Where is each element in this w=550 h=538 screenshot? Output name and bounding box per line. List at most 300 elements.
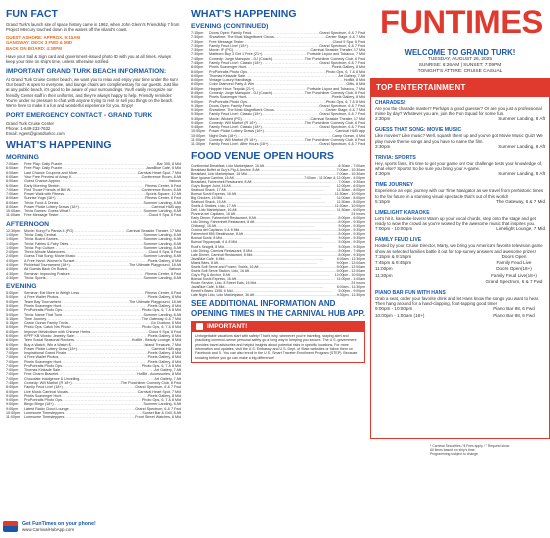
entry-description: Grab a seat, order your favorite drink and let Hans know the songs you want to hear. Then hang around for a hand-clapping, foot-tapping good time! [375,296,540,307]
event-time: 7:45pm [6,381,19,386]
event-time: 4:30pm [6,275,19,280]
entry-location: Summer Landing, 8 Aft [498,171,545,177]
event-name: Doors Open: Family Feud [209,31,252,35]
event-time: 6:00pm [6,338,19,343]
event-time: 5:00pm [6,299,19,304]
event-name: Buy a Watch, Win a Watch $ [24,342,71,347]
event-name: Happier Hour: Tequila (21+) [209,86,255,91]
event-location: The Ultimate Playground, 18 Aft [128,263,181,268]
footnote-line: All times based on ship's time. [430,448,476,453]
morning-schedule [6,162,181,218]
beach-info-text: At Grand Turk Cruise Center beach, we want you to relax and enjoy your time under the sun! Our beach is open to everyone, and lounge chairs are complimentary for our guests. Just like at any public beach, it's good to be aware of your surroundings. You'll easily recognize our friendly Center staff in their uniforms, and they're always happy to help. Friendly reminder: You're under no pressure to chat with anyone trying to rent or sell you things on the beach. We're here to make it a fun and wonderful experience for you. Enjoy! [6,77,179,108]
footer-app-promo: Get FunTimes on your phone! [22,521,96,527]
morning-title: MORNING [6,154,39,162]
event-time: 7:00pm [6,359,19,364]
event-name: Live Music Carnival Vocals [24,389,68,394]
event-name: Free Message Tester [209,39,244,44]
event-name: Marlboro Buy 3 Get 1 Free (21+) [209,52,263,57]
event-location: Carnival Seaside Theater, 17 Mid [310,116,365,121]
entry-time-row [375,279,545,285]
event-name: Pixels Scavenger Hunt [24,303,62,308]
event-location: Summer Landing, 8 Aft [143,245,181,250]
event-time: 8:00am [6,196,19,201]
venue-name: Emeril's Bistro 1396, 6 Mid [191,289,233,294]
venue-hours: 6:00am - 11:30pm [336,256,365,261]
event-time: 2:00pm [6,254,19,259]
event-location: HotBit - Accessories, 8 Mid [136,372,181,377]
event-time: 1:00pm [6,237,19,242]
event-time: 9:00pm [191,95,204,100]
back-on-board: BACK ON BOARD: 4:30PM [6,45,62,51]
event-name: Seminar: Eat More to Weigh Less [24,291,80,296]
venue-name: Seafood Shack, 17 Aft [191,187,226,192]
entry-description: Are you the charade master? Perhaps a good guesser? Or are you just a professional mime by day? Whatever you are, join the Fun Squad for some fun. [375,106,542,117]
venue-name: Chibang!, 16 Aft [191,224,216,229]
event-time: 9:00pm [6,402,19,407]
event-name: Family Feud Live!: Classic (18+) [209,125,262,130]
venue-hours: 24 hours [351,212,365,217]
event-location: Fitness Center, 6 Fwd [145,291,181,296]
footer [3,521,96,532]
venue-name: JavaBlue Café, 6 Mid [191,285,225,289]
event-name: Pixels Scavenger Hunt [209,95,247,100]
event-time: 7:00pm [6,355,19,360]
entry-time [375,279,483,285]
event-name: Color Diamond Party & Win [209,82,255,87]
event-location: Bar 305, 8 Mid [157,162,181,167]
event-time: 1:00pm [6,241,19,246]
fun-fact-text: Grand Turk's launch site of space history came in 1962, when John Glenn's Friendship 7 from Project Mercury touched down in the waters off the island's coast. [6,22,180,33]
event-name: Improve Metabolism with Chinese Herbs [24,329,91,334]
event-location: Fitness Center, 6 Fwd [145,183,181,188]
top-entertainment-list [370,97,550,439]
event-name: Free Play: Daily Puzzle [24,166,63,171]
event-time: 4:00pm [6,267,19,272]
venue-name: Lido Dining, Carnival Restaurant, 8 Mid [191,248,252,253]
entry-location: Piano Bar 88, 6 Fwd [493,306,535,312]
event-time: 8:00pm [191,86,204,91]
entry-time: 3:30pm [375,143,391,149]
event-name: Pixels Scavenger Hunt [209,65,247,70]
event-name: Comedy: Will Marfori (R 18+) [209,120,257,125]
venue-hours: 9:00pm - 12:00am [336,268,365,273]
event-location: Cloud 9 Spa, 6 Fwd [148,250,181,255]
entry-location: Summer Landing, 8 Aft [498,143,545,149]
event-location: Grand Spectrum, 6 & 7 Fwd [135,385,181,390]
event-location: Center Stage, 6 & 7 Mid [325,35,365,40]
event-time: 2:00pm [6,250,19,255]
event-time: 8:45pm [191,90,204,95]
event-name: Chocolate Indulgence & Unveiling [24,376,80,381]
event-name: Comedy: Jorge Marsquin - DJ (Coach) [209,56,273,61]
event-time: 9:30pm [191,116,204,121]
event-location: Pixels Gallery, 8 Mid [147,355,181,360]
middle-column [187,0,368,538]
event-location: Conference Room, 8 Aft [141,187,181,192]
event-location: Pixels Gallery, 8 Mid [147,333,181,338]
entry-location: Family Feud Live(18+) [491,272,537,278]
venue-name: Bonsai Sushi Express, 16 Aft [191,276,236,281]
event-time: 6:30pm [6,346,19,351]
entry-time: 7:00pm - 10:00pm [375,226,413,232]
schedule-row [191,142,365,146]
left-column [0,0,185,538]
event-name: Lonesome Timesteppers [24,411,65,416]
event-location: The Gateway, 6 & 7 Mid [141,316,181,321]
event-name: Lonesome Timesteppers [24,415,65,420]
entry-location: Doors Open [501,253,527,259]
event-name: Seminar: Improving Posture [24,271,70,276]
event-location: Photo Ops, 6, 7 & 8 Mid [325,69,365,74]
venue-name: Bonsai Sushi, 8 Mid [191,236,222,241]
event-name: Three-Minute Makeovers [24,250,65,255]
event-name: ProPortraits Photo Ops [209,99,247,104]
event-location: Photo Ops, 6, 7 & 8 Mid [141,398,181,403]
event-time: 8:00pm [191,65,204,70]
important-box [191,332,365,363]
happening-title: WHAT'S HAPPENING [6,139,112,152]
event-name: Pixels Scavenger Hunt [24,393,62,398]
event-location: The Punchliner Comedy Club, 6 Fwd [120,381,181,386]
venue-hours: 5:00pm - 9:30pm [338,236,365,241]
event-name: Family Feud Live! (18+) [209,43,248,48]
event-time: 10:00am [6,209,21,214]
venue-hours: 9:30pm - 11:30pm [336,293,365,298]
venue-hours: 8:00pm - 9:30pm [338,252,365,257]
event-name: Comedy: Jorge Marsquin - DJ (Coach) [209,90,273,95]
event-time: 8:00pm [191,73,204,78]
event-name: Latest Radio Cloud Lounge [24,406,69,411]
leader-dots [59,213,149,217]
carnival-logo-icon [3,521,18,532]
event-time: 6:00pm [6,342,19,347]
event-location: The Punchliner Comedy Club, 6 Fwd [304,56,365,61]
event-time: 7:00pm [6,363,19,368]
event-name: Family Feud Live!: Classic (18+) [209,60,262,65]
entry-title: FAMILY FEUD LIVE [375,237,422,244]
event-location: Gifts, 8 Mid [346,82,365,87]
venue-name: Guy's Burger Joint, 16 Aft [191,183,231,188]
event-name: Inspirational Grand Finale [24,351,67,356]
event-name: A Free Hand: Women's Sunset [24,258,75,263]
entry-time: 10:00pm - 1:00am (18+) [375,312,425,318]
entry-time-row [375,199,545,205]
event-name: 4 Free Wallet Photos [24,355,59,360]
venue-name: Late Dinner, Carnival Restaurant, 8 Mid [191,252,253,257]
event-time: 11:00pm [191,138,206,143]
venue-hours: 7:00am - 11:30am & 12:00pm - 4:00pm [304,175,365,180]
event-location: Go Outdoor, 6 Mid [150,321,181,326]
event-time: 9:00pm [6,398,19,403]
event-location: Summer Landing, 8 Aft [143,241,181,246]
event-time: 7:15pm [191,31,204,35]
venue-hours: 11:30am - 10:00pm [334,191,365,196]
event-name: Power Pickle Lottery Draws (18+) [209,129,264,134]
event-name: Trivia: Sports [24,275,46,280]
entry-time: 7:15pm & 9:15pm [375,253,412,259]
venue-name: Room Service, Lido, 8 Street Eats, 16 Mid [191,280,257,285]
venue-hours: 5:00pm - 9:30pm [338,244,365,249]
event-time: 6:00am [6,174,19,179]
venue-name: Seafood Shack, 15 Aft [191,200,226,205]
event-location: Cloud 9 Spa, 6 Fwd [148,329,181,334]
schedule-row [6,213,181,217]
event-location: The Punchliner Comedy Club, 6 Fwd [304,120,365,125]
entertainment-entry [375,210,545,232]
event-location: JavaBlue Café, 6 Mid [145,166,181,171]
entertainment-entry [375,182,545,204]
event-time: 6:00pm [6,325,19,330]
venue-hours: 11:00am - 8:00pm [336,195,365,200]
event-time: 7:00am [6,192,19,197]
venue-hours: 5:00pm - 6:00pm [338,216,365,221]
food-venue-hours [191,164,365,298]
event-name: Trivia: Food & Drinks [24,200,59,205]
entry-description: Let's hit it, karaoke-lovers! Warm up your vocal chords, step onto the stage and get ready to wow the crowd as you're wowed by the awesome music that inspires you. [375,215,537,227]
important-title: IMPORTANT! [207,323,248,331]
event-location: Grand Spectrum, 6 & 7 Fwd [319,43,365,48]
venue-name: Bonsai Teppanyaki, 6 & 8 Mid [191,240,238,245]
event-location: Pixels Gallery, 8 Mid [147,351,181,356]
entry-time-row [375,144,545,150]
event-name: ProPortraits Photo Ops [24,363,62,368]
event-name: Vintage Luxury Handbags [209,78,252,83]
leader-dots [268,142,319,146]
evening-title: EVENING [6,283,37,291]
port-emergency-phone: Phone: 1-649-232-7632 [6,125,51,131]
event-time: 9:30pm [191,108,204,113]
event-time: 8:00pm [191,78,204,83]
event-location: Grand Spectrum, 6 & 7 Fwd [319,103,365,108]
event-location: Summer Landing, 8 Aft [143,275,181,280]
entry-title: TRIVIA: SPORTS [375,154,416,161]
event-time: 7:00pm [6,372,19,377]
event-location: Grand Spectrum, 6 & 7 Fwd [135,406,181,411]
venue-hours: 5:00pm - 9:30pm [338,228,365,233]
important-header [191,321,365,332]
event-name: Movie: IF (PG) [209,48,233,53]
event-time: 10:00pm [6,411,21,416]
event-time: 1:00pm [6,245,19,250]
entry-title: CHARADES! [375,100,406,106]
event-location: Summer Landing, 8 Aft [143,209,181,214]
event-name: Comedy: Will Marfori (R 18+) [209,138,257,143]
entry-time-row [375,116,545,122]
event-location: Portside Liquor and Tobacco, 7 Mid [307,52,365,57]
event-time: 5:00pm [6,295,19,300]
event-location: Photo Ops, 6, 7 & 8 Mid [325,99,365,104]
event-time: 7:00pm [6,376,19,381]
venue-hours: 5:00pm - 7:45pm [338,248,365,253]
event-time: 5:15pm [6,316,19,321]
schedule-row [6,276,181,280]
event-name: Teen Social Seasonal Rockers [24,338,75,343]
venue-name: Breakfast, Lido Marketplace, 16 Mid [191,171,247,176]
venue-name: Early Dinner, Fahrenheit Restaurant, 8 Aft [191,216,256,221]
venue-name: Rudi's Seagrill, 8 Mid [191,244,224,249]
event-name: Trivia Games: Guess What? [24,209,71,214]
event-name: Free Message Tester [24,213,59,218]
event-location: Cloud 9 Spa, 6 Fwd [332,39,365,44]
event-location: Pixels Gallery, 8 Mid [147,393,181,398]
event-name: All Guests Back On Board [24,267,67,272]
food-venue-row [191,293,365,297]
event-time: 9:45pm [191,125,204,130]
entry-time: 4:30pm [375,171,391,177]
entry-location: Grand Spectrum, 6 & 7 Fwd [485,278,543,284]
event-name: Doors Open: Family Feud [209,103,252,108]
schedule-row [6,415,181,419]
event-name: ProPortraits Photo Ops [209,69,247,74]
entry-title: TIME JOURNEY [375,182,414,189]
event-time: 7:00pm [6,368,19,373]
venue-hours: 5:00pm - 9:30pm [338,220,365,225]
venue-hours: 7:00am - 10:30am [336,171,365,176]
entertainment-entry [375,237,545,285]
event-name: Power Pickle Lottery Draw (18+) [24,346,77,351]
footnote-line: * Carnival Securities / $ Fees apply / ° Request show [430,444,510,448]
event-name: Thomas Kinkade Sale [209,73,246,78]
footnote [370,439,550,457]
event-name: Family Feud Live! (18+) [24,385,63,390]
entry-title: GUESS THAT SONG: MOVIE MUSIC [375,127,462,134]
event-time: 10:00pm [191,129,206,134]
event-time: 11:00pm [6,415,21,420]
event-location: Pixels Gallery, 8 Mid [331,95,365,100]
event-location: Portside Liquor and Tobacco, 7 Mid [307,86,365,91]
beach-info-title: IMPORTANT GRAND TURK BEACH INFORMATION: [6,68,167,76]
entertainment-entry [375,290,545,319]
venue-hours: 6:00am - 11:30pm [336,285,365,289]
event-time: 4:30pm [6,271,19,276]
event-time: 6:00am [6,170,19,175]
evening-schedule [6,291,181,420]
event-location: Summer Landing, 8 Aft [143,233,181,238]
event-name: 4 Free Wallet Photos [24,295,59,300]
event-location: HotBit, 8 Mid [343,78,365,83]
fun-fact-title: FUN FACT [6,8,58,20]
happening-title-2: WHAT'S HAPPENING [191,8,297,20]
venue-hours: 11:30am - 8:00pm [336,187,365,192]
entertainment-entry [375,155,545,177]
venue-name: Blue Iguana Cantina, 16 Aft [191,175,234,180]
event-time: 9:15pm [191,103,204,108]
event-location: The Punchliner Comedy Club, 6 Fwd [304,90,365,95]
venue-name: Big Chicken, 16 Mid [191,195,223,200]
event-time: 7:00am [6,187,19,192]
event-time: 10:00pm [191,133,206,138]
entry-time: 2:30pm [375,116,391,122]
event-name: Guess That Song: Movie Music [24,254,76,259]
event-time: 9:00pm [191,99,204,104]
event-location: The Punchliner Comedy Club, 6 Fwd [304,138,365,143]
footnote-line: Programming subject to change. [430,452,479,457]
event-time: 7:30pm [191,43,204,48]
footer-app-url[interactable]: www.CarnivalHubApp.com [22,527,74,532]
venue-hours: 7:00am - 10:30am [336,167,365,172]
event-name: Pixels Scavenger Hunt [24,359,62,364]
event-location: Art Gallery, 7 Aft [154,368,181,373]
event-location: Pixels Gallery, 8 Mid [147,359,181,364]
venue-name: Swirls Soft Serve Station, Lido, 16 Aft [191,268,249,273]
entry-location: Piano Bar 88, 6 Fwd [493,312,535,318]
event-name: Night Owls (18+) [209,133,237,138]
event-name: KPFF KB Words: Jewelry Sale [24,333,74,338]
event-time: 11:00am [6,213,21,218]
event-location: Art Gallery, 7 Aft [338,73,365,78]
event-name: Movie: Kung Fu Panda 4 (PG) [24,228,74,233]
event-time: 9:30pm [191,112,204,117]
entry-time-row [375,313,545,319]
event-time: 7:30pm [191,39,204,44]
event-location: Fitness Center, 6 Fwd [145,271,181,276]
event-time: 9:00pm [6,406,19,411]
entry-description: Like movies? Like music? Well, squash them up and you've got Movie Music Quiz! We play movie theme songs and you have to name the film. [375,133,543,144]
venue-hours: 11:30am - 10:00pm [334,204,365,209]
event-name: ProPortraits Photo Ops [24,308,62,313]
venue-hours: 5:00pm - 9:30pm [338,224,365,229]
event-location: HotBit - Beauty Lounge, 8 Mid [131,338,181,343]
event-location: Various [168,179,181,184]
venue-name: Lido Dining, Fahrenheit Restaurant, 8 Aft [191,220,255,225]
event-time: 4:00pm [6,258,19,263]
event-location: Pixels Gallery, 8 Mid [147,295,181,300]
event-time: 8:00pm [6,385,19,390]
afternoon-schedule [6,229,181,280]
gangway-info: GANGWAY: DECK 3 FWD & MID [6,40,73,46]
event-name: Your Free Preview of Array K [24,174,72,179]
leader-dots [46,276,144,280]
event-time: 5:15pm [6,321,19,326]
afternoon-title: AFTERNOON [6,220,50,228]
event-location: Summer Landing, 8 Aft [143,254,181,259]
welcome-title: WELCOME TO GRAND TURK! [404,48,516,57]
food-venue-title: FOOD VENUE OPEN HOURS [191,149,334,162]
event-time: 9:45pm [191,120,204,125]
entry-time: 11:30pm [375,272,393,278]
event-name: Team Bay Tournament [24,299,61,304]
evening-continued-schedule [191,31,365,147]
event-time: 7:45pm [191,56,204,61]
event-name: Family Feud Live!: After Hours (18+) [209,142,269,147]
event-name: Guest Chance Approx [24,179,61,184]
venue-name: Late Night Lido, Lido Marketplace, 16 Aft [191,293,255,298]
entry-location: Limelight Lounge, 7 Mid [496,226,545,232]
port-emergency-line: Grand Turk Cruise Center [6,120,54,126]
event-time: 6:00pm [6,333,19,338]
venue-name: Breakfast Buffet at Guy's Pig & Anchor, 8 Aft [191,167,260,172]
event-location: Summer Landing, 8 Aft [143,312,181,317]
event-name: Family Feud Live!: Classic (18+) [209,112,262,117]
event-name: Time Journey [24,316,47,321]
guest-ashore: GUEST ASHORE: APPROX. 9:15AM [6,35,81,41]
event-location: Conference Room, 8 Aft [141,174,181,179]
venue-name: Breakfast, Fahrenheit Restaurant, 8 Aft [191,179,252,184]
leader-dots [254,293,337,297]
event-time: 6:00am [6,166,19,171]
event-name: Thomas Kinkade Sale [24,368,61,373]
venue-name: Bonsai Sushi Express, 16 Aft [191,191,236,196]
date-line: TUESDAY, AUGUST 26, 2025 [428,57,492,62]
event-location: Grand Spectrum, 6 & 7 Fwd [319,60,365,65]
venue-hours: 9:00pm - 12:00am [336,264,365,269]
venue-hours: 11:30am - 6:00pm [336,208,365,213]
entry-location: The Gateway, 6 & 7 Mid [496,198,545,204]
event-name: Pickleball Tournament (18+) [24,263,70,268]
event-time: 5:00pm [6,291,19,296]
event-location: Carnival HUB app [151,204,181,209]
event-location: Front Street Watches, 6 Mid [135,415,181,420]
